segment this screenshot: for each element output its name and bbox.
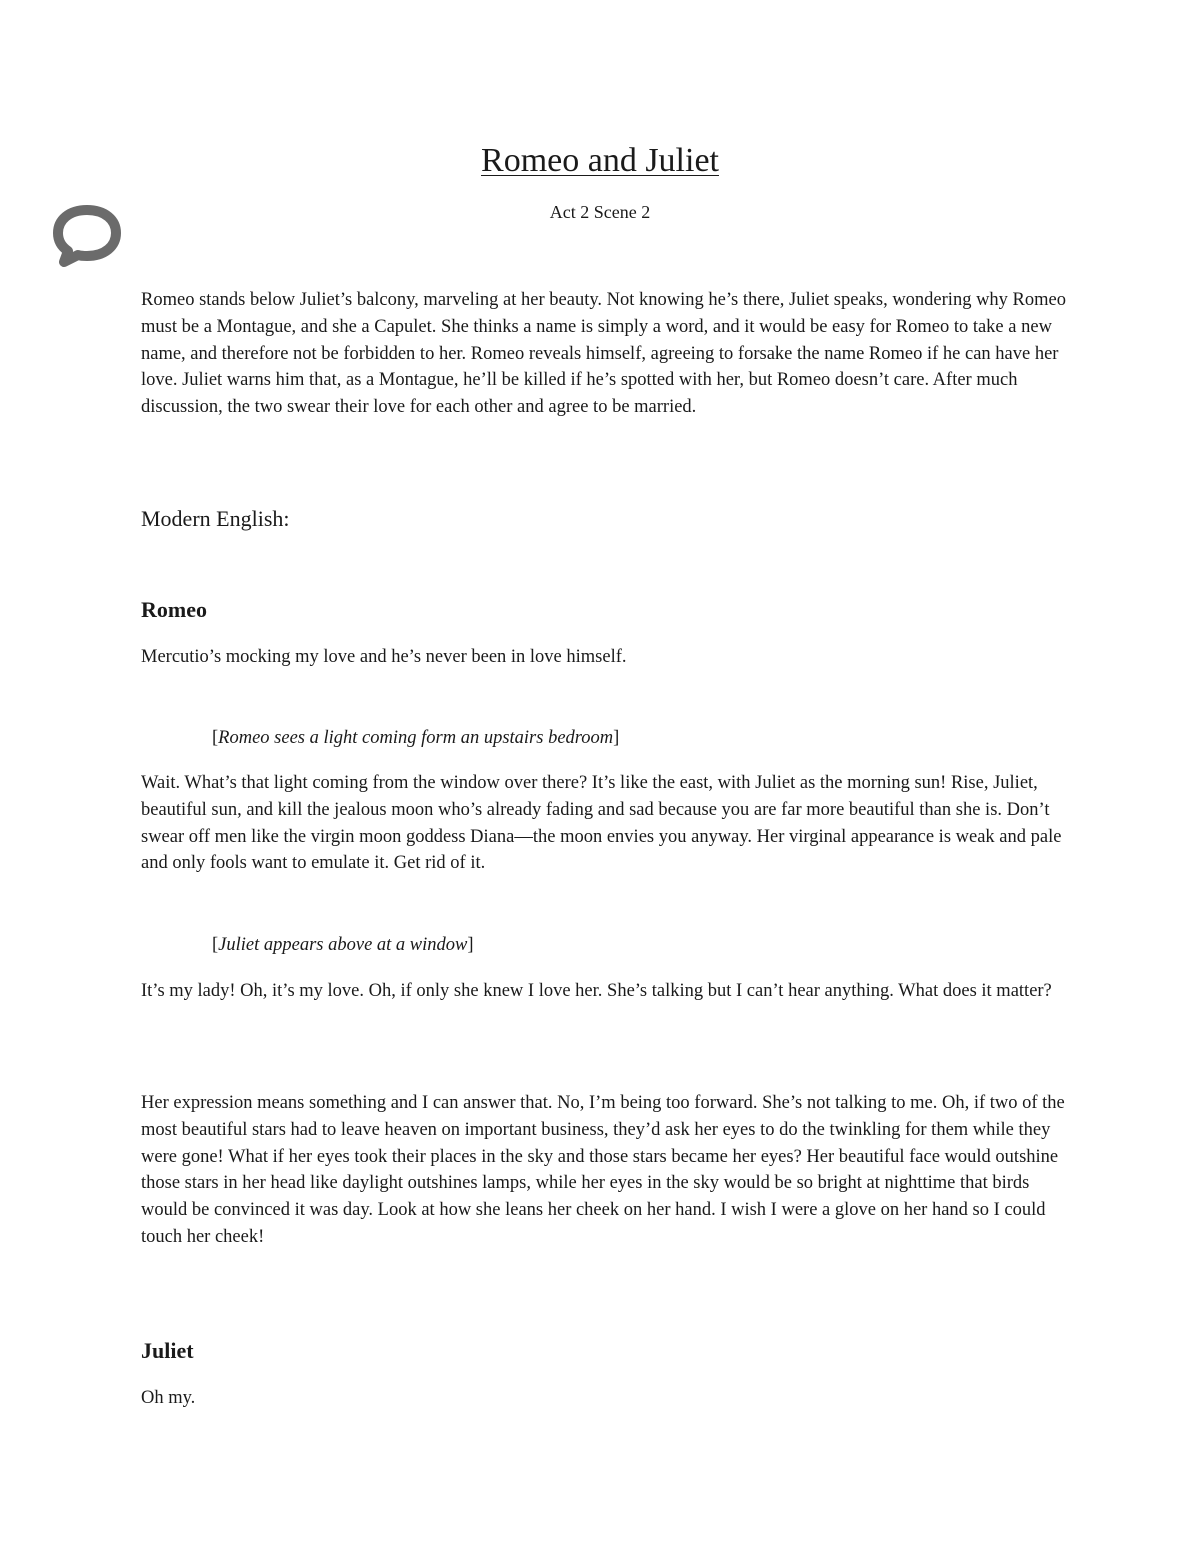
- stage-direction-1-text: Romeo sees a light coming form an upstairs bedroom: [218, 728, 614, 748]
- speaker-romeo: Romeo: [141, 597, 207, 622]
- juliet-line-1: Oh my.: [141, 1388, 196, 1408]
- speaker-juliet: Juliet: [141, 1338, 194, 1363]
- romeo-line-1: Mercutio’s mocking my love and he’s never been in love himself.: [141, 647, 627, 667]
- stage-direction-1: [Romeo sees a light coming form an upstairs bedroom]: [212, 728, 620, 748]
- romeo-line-3: It’s my lady! Oh, it’s my love. Oh, if only she knew I love her. She’s talking but I can’t hear anything. What does it matter?: [141, 981, 1052, 1001]
- stage-direction-2: [Juliet appears above at a window]: [212, 935, 474, 955]
- romeo-line-4: Her expression means something and I can answer that. No, I’m being too forward. She’s not talking to me. Oh, if two of the most beautiful stars had to leave heaven on important business, they’d ask her eyes to do the twinkling for them while they were gone! What if her eyes took their places in the sky and those stars became her eyes? Her beautiful face would outshine those stars in her head like daylight outshines lamps, while her eyes in the sky would be so bright at nighttime that birds would be convinced it was day. Look at how she leans her cheek on her hand. I wish I were a glove on her hand so I could touch her cheek!: [141, 1093, 1065, 1247]
- scene-subtitle: Act 2 Scene 2: [549, 202, 651, 222]
- stage-direction-2-text: Juliet appears above at a window: [218, 935, 468, 955]
- modern-english-label: Modern English:: [141, 506, 290, 531]
- document-title: Romeo and Juliet: [481, 142, 719, 179]
- scene-summary: Romeo stands below Juliet’s balcony, marveling at her beauty. Not knowing he’s there, Juliet speaks, wondering why Romeo must be a Montague, and she a Capulet. She thinks a name is simply a word, and it would be easy for Romeo to take a new name, and therefore not be forbidden to her. Romeo reveals himself, agreeing to forsake the name Romeo if he can have her love. Juliet warns him that, as a Montague, he’ll be killed if he’s spotted with her, but Romeo doesn’t care. After much discussion, the two swear their love for each other and agree to be married.: [141, 290, 1066, 418]
- romeo-line-2: Wait. What’s that light coming from the window over there? It’s like the east, with Juliet as the morning sun! Rise, Juliet, beautiful sun, and kill the jealous moon who’s already fading and sad because you are far more beautiful than she is. Don’t swear off men like the virgin moon goddess Diana—the moon envies you anyway. Her virginal appearance is weak and pale and only fools want to emulate it. Get rid of it.: [141, 773, 1062, 874]
